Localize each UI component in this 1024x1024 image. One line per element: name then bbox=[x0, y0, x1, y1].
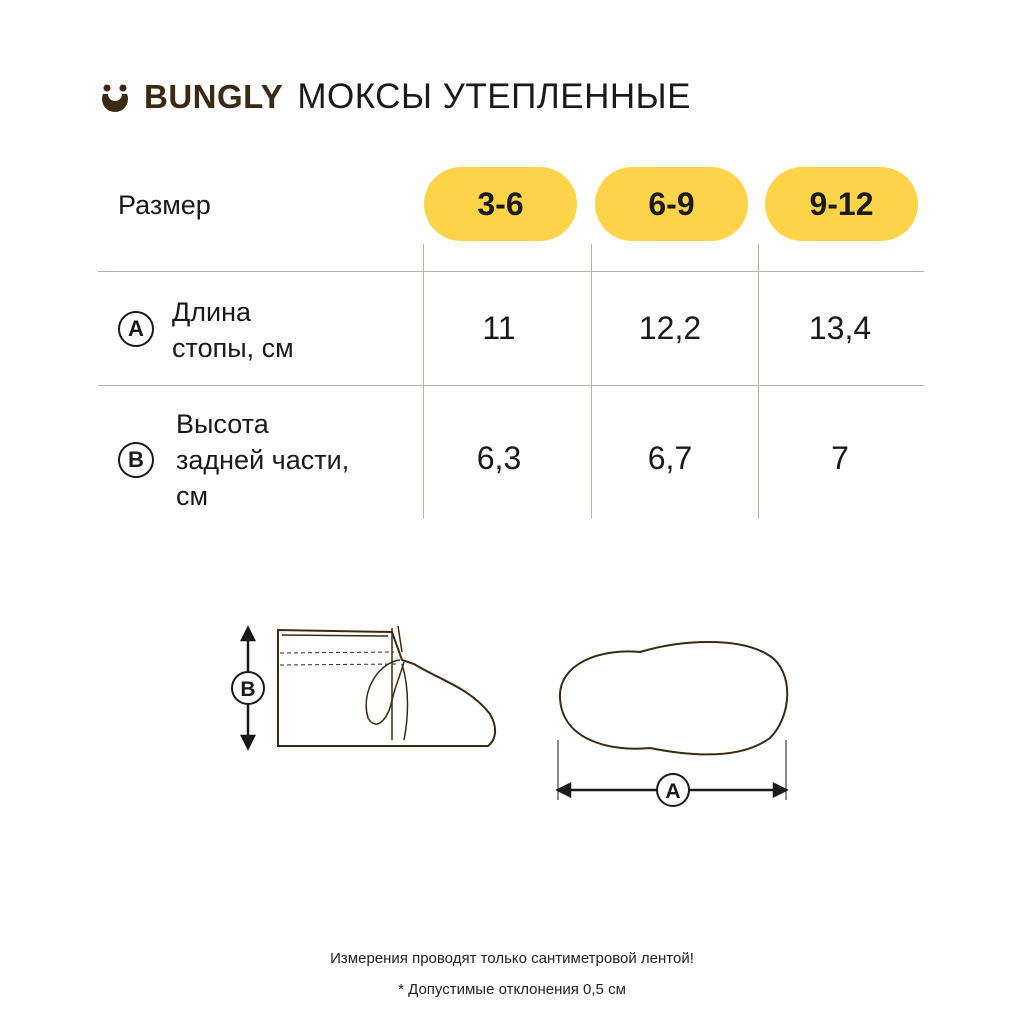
marker-a-badge: A bbox=[118, 311, 154, 347]
row-label-line: задней части, bbox=[176, 445, 350, 475]
size-pill-6-9: 6-9 bbox=[595, 167, 748, 241]
brand-name: BUNGLY bbox=[144, 78, 284, 115]
row-label-line: см bbox=[176, 481, 209, 511]
bootie-side-view bbox=[278, 626, 495, 746]
measurement-note: Измерения проводят только сантиметровой лентой! bbox=[330, 950, 694, 967]
length-marker-label: A bbox=[665, 780, 681, 803]
row-label-line: Высота bbox=[176, 409, 269, 439]
tolerance-note: * Допустимые отклонения 0,5 см bbox=[398, 981, 626, 998]
table-cell: 11 bbox=[482, 310, 516, 346]
row-label-line: стопы, см bbox=[172, 333, 294, 363]
table-cell: 6,3 bbox=[476, 440, 522, 476]
product-title: МОКСЫ УТЕПЛЕННЫЕ bbox=[297, 77, 691, 116]
size-label: Размер bbox=[118, 190, 211, 220]
marker-b-badge: B bbox=[118, 442, 154, 478]
table-cell: 6,7 bbox=[647, 440, 693, 476]
height-marker-label: B bbox=[240, 678, 256, 701]
table-cell: 12,2 bbox=[638, 310, 702, 346]
size-pill-3-6: 3-6 bbox=[424, 167, 577, 241]
table-cell: 7 bbox=[831, 440, 849, 476]
row-label-line: Длина bbox=[172, 297, 252, 327]
sole-top-view bbox=[560, 642, 787, 754]
table-cell: 13,4 bbox=[808, 310, 872, 346]
size-pill-9-12: 9-12 bbox=[765, 167, 918, 241]
